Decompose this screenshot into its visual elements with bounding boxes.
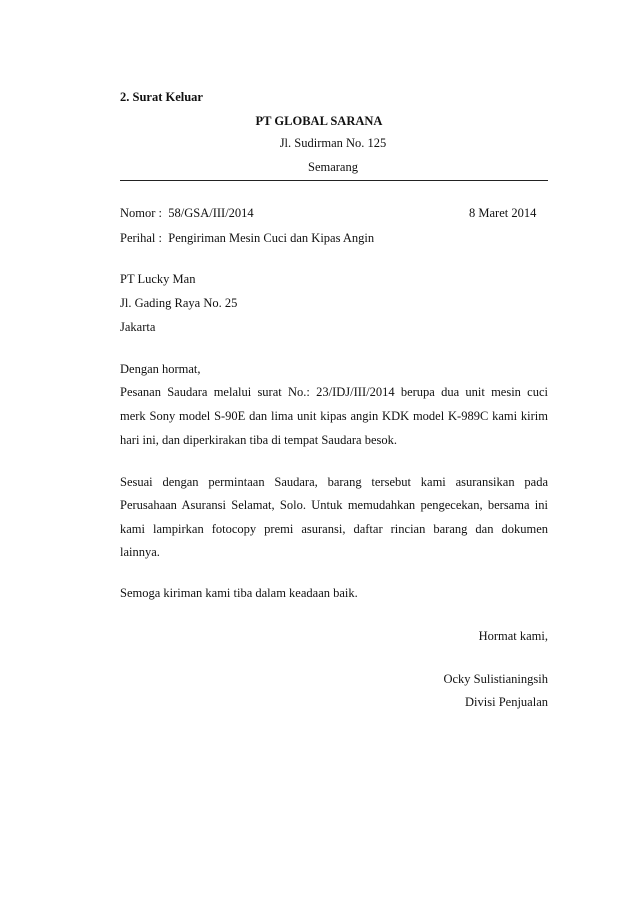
paragraph2-line: lainnya. [120,545,160,559]
paragraph2-line: kami lampirkan fotocopy premi asuransi, daftar rincian barang dan dokumen [120,522,548,536]
paragraph2-line: Sesuai dengan permintaan Saudara, barang tersebut kami asuransikan pada [120,475,548,489]
signer-name: Ocky Sulistianingsih [443,672,548,686]
perihal-label: Perihal : [120,231,163,245]
company-city: Semarang [308,160,358,174]
letter-date: 8 Maret 2014 [469,206,537,220]
paragraph2-line: Perusahaan Asuransi Selamat, Solo. Untuk memudahkan pengecekan, bersama ini [120,498,548,512]
recipient-city: Jakarta [120,320,156,334]
letter-number [120,207,254,220]
nomor-label: Nomor : [120,206,163,220]
paragraph1-line: merk Sony model S-90E dan lima unit kipas angin KDK model K-989C kami kirim [120,409,548,423]
section-title: 2. Surat Keluar [120,90,203,104]
letterhead-divider [120,180,548,181]
greeting: Dengan hormat, [120,362,201,376]
perihal-value: Pengiriman Mesin Cuci dan Kipas Angin [168,231,375,245]
recipient-address: Jl. Gading Raya No. 25 [120,296,238,310]
closing-salutation: Hormat kami, [478,629,548,643]
nomor-value: 58/GSA/III/2014 [168,206,254,220]
paragraph1-line: Pesanan Saudara melalui surat No.: 23/IDJ/III/2014 berupa dua unit mesin cuci [120,385,548,399]
recipient-name: PT Lucky Man [120,272,196,286]
closing-sentence: Semoga kiriman kami tiba dalam keadaan baik. [120,586,358,600]
paragraph1-line: hari ini, dan diperkirakan tiba di tempat Saudara besok. [120,433,397,447]
signer-division: Divisi Penjualan [465,695,548,709]
company-name: PT GLOBAL SARANA [255,114,383,128]
company-address: Jl. Sudirman No. 125 [279,136,387,150]
letter-subject [120,232,374,245]
